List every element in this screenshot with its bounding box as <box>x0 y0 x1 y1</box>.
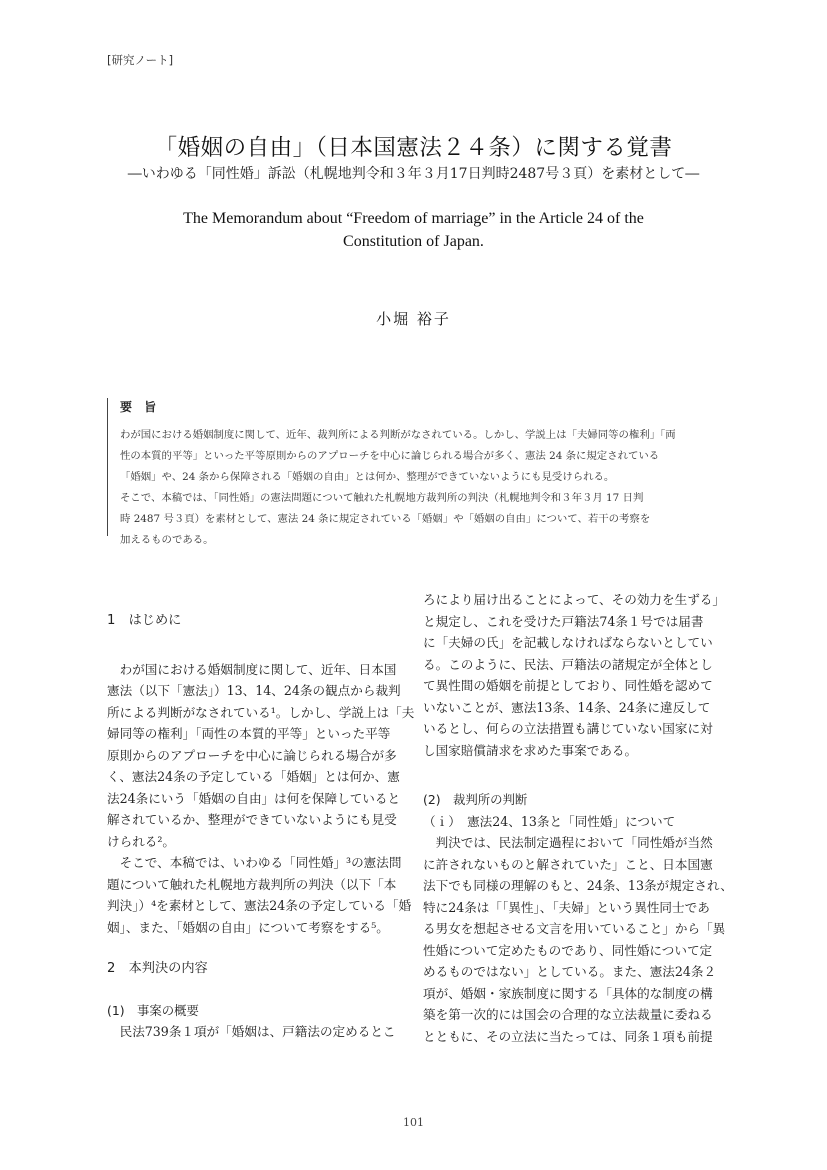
body-line: 姻」、また、「婚姻の自由」について考察をする⁵。 <box>107 919 389 935</box>
author-name: 小堀 裕子 <box>376 310 451 328</box>
body-line: とともに、その立法に当たっては、同条１項も前提 <box>423 1028 713 1044</box>
body-line: 特に24条は「「異性」、「夫婦」という異性同士であ <box>423 899 710 915</box>
body-line: 題について触れた札幌地方裁判所の判決（以下「本 <box>107 876 397 892</box>
body-line: 項が、婚姻・家族制度に関する「具体的な制度の構 <box>423 985 713 1001</box>
body-line: いないことが、憲法13条、14条、24条に違反して <box>423 699 711 715</box>
english-title-line: Constitution of Japan. <box>343 233 484 250</box>
body-line: 法下でも同様の理解のもと、24条、13条が規定され、 <box>423 878 733 893</box>
left-column <box>107 596 415 1043</box>
abstract-line: わが国における婚姻制度に関して、近年、裁判所による判断がなされている。しかし、学説上は「夫婦同等の権利」「両 <box>120 429 676 441</box>
paper-subtitle: ―いわゆる「同性婚」訴訟（札幌地判令和３年３月17日判時2487号３頁）を素材として― <box>127 166 700 182</box>
body-line: 法24条にいう「婚姻の自由」は何を保障していると <box>107 790 401 806</box>
body-line: わが国における婚姻制度に関して、近年、日本国 <box>119 661 397 677</box>
body-line: と規定し、これを受けた戸籍法74条１号では届書 <box>423 613 704 629</box>
abstract-line: そこで、本稿では、「同性婚」の憲法問題について触れた札幌地方裁判所の判決（札幌地判令和３年３月 17 日判 <box>120 492 644 504</box>
subsection-heading: (2) 裁判所の判断 <box>423 792 528 807</box>
body-line: 民法739条１項が「婚姻は、戸籍法の定めるとこ <box>119 1024 396 1039</box>
body-line: に「夫婦の氏」を記載しなければならないとしてい <box>423 635 713 650</box>
body-line: に許されないものと解されていた」こと、日本国憲 <box>423 856 713 872</box>
abstract-line: 時 2487 号３頁）を素材として、憲法 24 条に規定されている「婚姻」や「婚姻の自由」について、若干の考察を <box>120 513 651 525</box>
body-line: 所による判断がなされている¹。しかし、学説上は「夫 <box>107 704 415 720</box>
section-heading: 2 本判決の内容 <box>107 961 208 976</box>
article-type-label: [研究ノート] <box>107 53 174 67</box>
abstract-line: 「婚姻」や、24 条から保障される「婚姻の自由」とは何か、整理ができていないようにも見受けられる。 <box>120 471 615 483</box>
paper-title: 「婚姻の自由」（日本国憲法２４条）に関する覚書 <box>154 135 673 161</box>
body-line: て異性間の婚姻を前提としており、同性婚を認めて <box>423 678 713 693</box>
body-line: 築を第一次的には国会の合理的な立法裁量に委ねる <box>423 1007 713 1022</box>
body-line: ろにより届け出ることによって、その効力を生ずる」 <box>423 592 725 607</box>
body-line: けられる²。 <box>107 833 176 849</box>
body-line: いるとし、何らの立法措置も講じていない国家に対 <box>423 721 713 736</box>
abstract-line: 加えるものである。 <box>120 534 214 546</box>
abstract-line: 性の本質的平等」といった平等原則からのアプローチを中心に論じられる場合が多く、憲法 24 条に規定されている <box>120 450 660 462</box>
body-line: 性婚について定めたものであり、同性婚について定 <box>423 942 713 958</box>
right-column <box>423 589 733 1047</box>
subsection-heading: (1) 事案の概要 <box>107 1002 199 1018</box>
subsubsection-heading: （ｉ） 憲法24、13条と「同性婚」について <box>423 813 676 829</box>
page-number: 101 <box>403 1116 424 1129</box>
abstract-heading: 要 旨 <box>120 400 161 414</box>
body-line: めるものではない」としている。また、憲法24条２ <box>423 964 717 979</box>
english-title-line: The Memorandum about “Freedom of marriage” in the Article 24 of the <box>183 210 644 227</box>
body-line: る男女を想起させる文言を用いていること」から「異 <box>423 921 726 936</box>
english-title <box>130 207 697 253</box>
abstract-box <box>107 398 722 546</box>
body-line: 解されているか、整理ができていないようにも見受 <box>107 812 397 827</box>
body-line: 憲法（以下「憲法」）13、14、24条の観点から裁判 <box>107 683 401 698</box>
section-heading: 1 はじめに <box>107 613 182 628</box>
body-line: る。このように、民法、戸籍法の諸規定が全体とし <box>423 656 713 672</box>
body-line: 判決では、民法制定過程において「同性婚が当然 <box>435 835 713 850</box>
body-line: 判決」）⁴を素材として、憲法24条の予定している「婚 <box>107 898 412 913</box>
body-line: そこで、本稿では、いわゆる「同性婚」³の憲法問 <box>119 855 402 870</box>
body-line: し国家賠償請求を求めた事案である。 <box>423 742 638 758</box>
body-line: く、憲法24条の予定している「婚姻」とは何か、憲 <box>107 769 400 784</box>
body-line: 婦同等の権利」「両性の本質的平等」といった平等 <box>107 726 391 741</box>
body-line: 原則からのアプローチを中心に論じられる場合が多 <box>107 747 397 763</box>
